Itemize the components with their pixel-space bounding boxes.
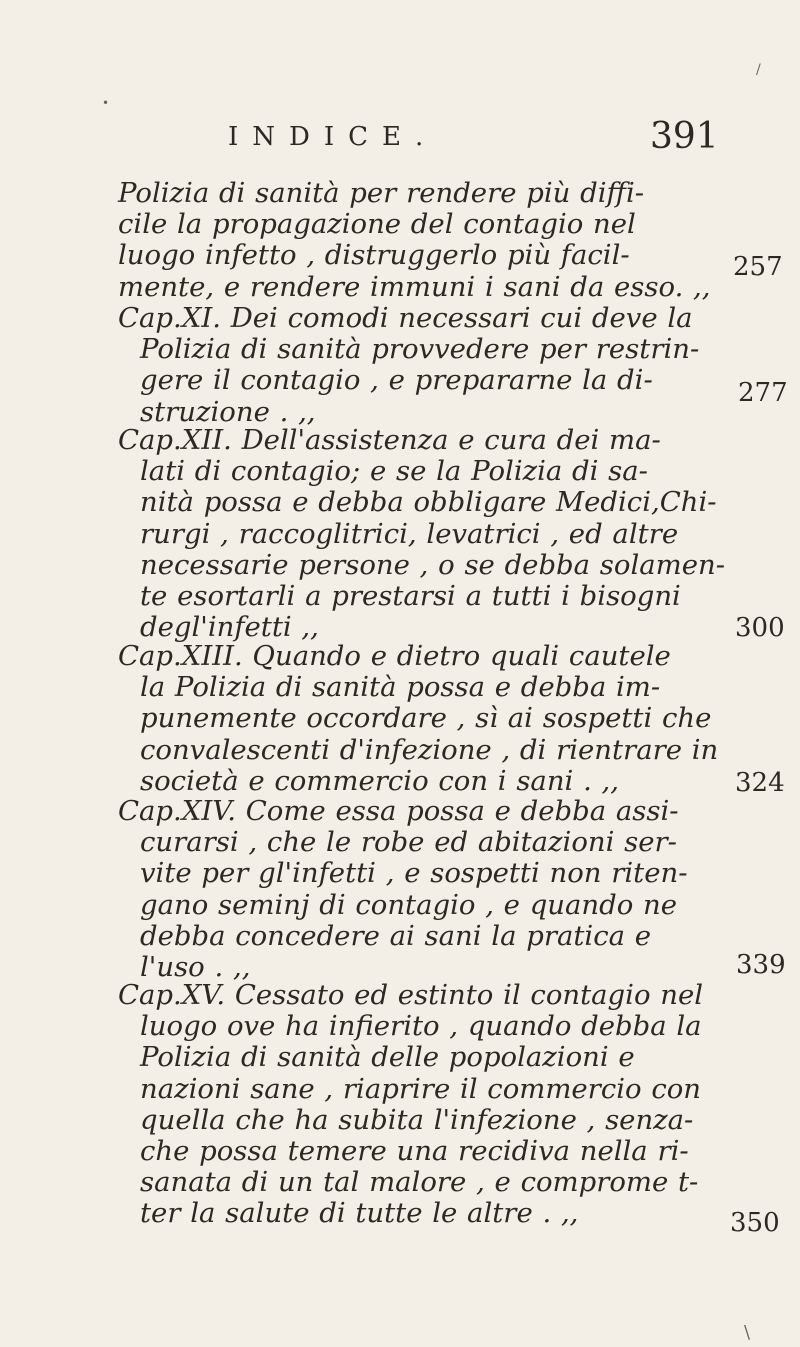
entry-line: Polizia di sanità per rendere più diffi- (118, 177, 645, 209)
entry-line: quella che ha subita l'infezione , senza- (140, 1103, 694, 1136)
entry-line: debba concedere ai sani la pratica e (140, 919, 652, 952)
entry-text (118, 980, 728, 1230)
entry-page-number: 324 (735, 768, 785, 798)
entry-line: Cap.XIII. Quando e dietro quali cautele (118, 640, 671, 672)
entry-line: cile la propagazione del contagio nel (118, 208, 636, 241)
entry-line: nità possa e debba obbligare Medici,Chi- (140, 486, 717, 519)
entry-line: convalescenti d'infezione , di rientrare in (140, 733, 719, 766)
index-entry (118, 303, 728, 428)
entry-line: lati di contagio; e se la Polizia di sa- (140, 455, 648, 488)
index-entry (118, 641, 728, 797)
entry-line: Cap.XIV. Come essa possa e debba assi- (118, 795, 679, 827)
entry-line: Cap.XV. Cessato ed estinto il contagio nel (118, 979, 704, 1011)
entry-text (118, 178, 728, 303)
entry-line: mente, e rendere immuni i sani da esso. ,, (118, 270, 711, 303)
ink-speck: / (756, 62, 761, 78)
entry-text (118, 303, 728, 428)
entry-line: società e commercio con i sani . ,, (140, 764, 620, 797)
entry-text (118, 641, 728, 797)
index-entry (118, 178, 728, 303)
index-entry (118, 796, 728, 983)
entry-line: Polizia di sanità delle popolazioni e (140, 1041, 635, 1074)
entry-line: l'uso . ,, (140, 951, 251, 984)
entry-line: Cap.XII. Dell'assistenza e cura dei ma- (118, 424, 661, 456)
entry-line: Polizia di sanità provvedere per restrin- (140, 333, 700, 366)
entry-line: Cap.XI. Dei comodi necessari cui deve la (118, 302, 693, 334)
entry-page-number: 300 (735, 613, 785, 643)
entry-line: gano seminj di contagio , e quando ne (140, 888, 678, 921)
entry-line: sanata di un tal malore , e comprome t- (140, 1166, 699, 1199)
header-page-number: 391 (650, 116, 719, 157)
entry-line: luogo infetto , distruggerlo più facil- (118, 239, 630, 272)
index-entry (118, 980, 728, 1230)
entry-line: punemente occordare , sì ai sospetti che (140, 702, 712, 735)
entry-page-number: 277 (738, 378, 788, 408)
entry-line: luogo ove ha infierito , quando debba la (140, 1010, 702, 1043)
entry-line: rurgi , raccoglitrici, levatrici , ed altre (140, 517, 679, 550)
ink-speck: \ (744, 1322, 751, 1343)
ink-speck: • (102, 96, 110, 110)
entry-line: gere il contagio , e prepararne la di- (140, 364, 653, 397)
entry-line: struzione . ,, (140, 395, 316, 428)
entry-line: necessarie persone , o se debba solamen- (140, 548, 726, 581)
entry-line: curarsi , che le robe ed abitazioni ser- (140, 826, 677, 859)
entry-text (118, 425, 728, 643)
entry-line: te esortarli a prestarsi a tutti i bisogni (140, 580, 681, 613)
entry-line: vite per gl'infetti , e sospetti non riten- (140, 857, 688, 890)
index-entry (118, 425, 728, 643)
entry-text (118, 796, 728, 983)
entry-line: ter la salute di tutte le altre . ,, (140, 1197, 579, 1230)
running-title: INDICE. (228, 122, 438, 152)
entry-page-number: 350 (730, 1208, 780, 1238)
entry-line: la Polizia di sanità possa e debba im- (140, 671, 661, 704)
entry-line: degl'infetti ,, (140, 611, 319, 644)
entry-line: nazioni sane , riaprire il commercio con (140, 1072, 701, 1105)
entry-page-number: 339 (736, 950, 786, 980)
entry-page-number: 257 (733, 252, 783, 282)
entry-line: che possa temere una recidiva nella ri- (140, 1135, 689, 1168)
